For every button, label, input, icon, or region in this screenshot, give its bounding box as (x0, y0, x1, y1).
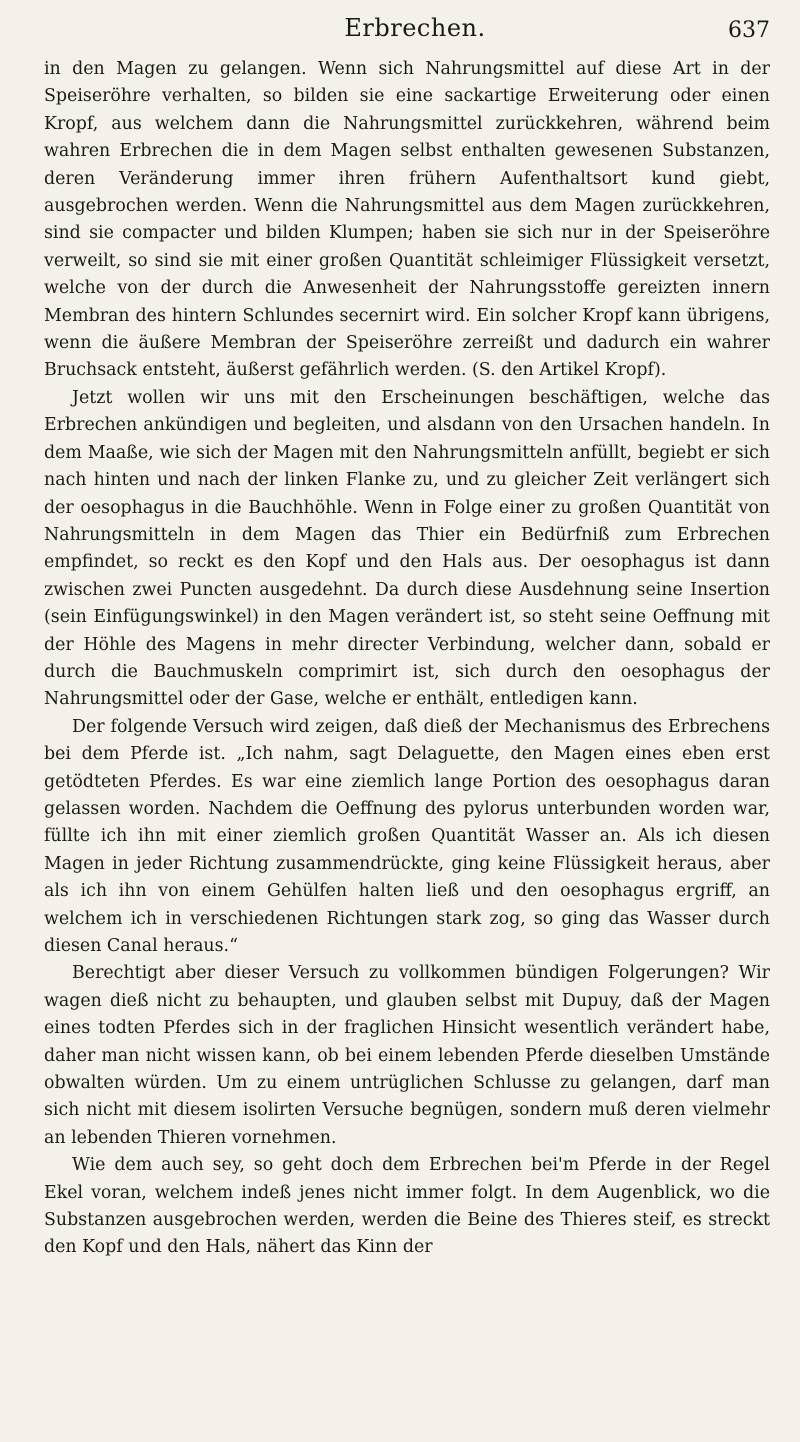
paragraph-2: Jetzt wollen wir uns mit den Erscheinungen beschäftigen, welche das Erbrechen ankündigen und begleiten, und alsdann von den Ursachen handeln. In dem Maaße, wie sich der Magen mit den Nahrungsmitteln anfüllt, begiebt er sich nach hinten und nach der linken Flanke zu, und zu gleicher Zeit verlängert sich der oesophagus in die Bauchhöhle. Wenn in Folge einer zu großen Quantität von Nahrungsmitteln in dem Magen das Thier ein Bedürfniß zum Erbrechen empfindet, so reckt es den Kopf und den Hals aus. Der oesophagus ist dann zwischen zwei Puncten ausgedehnt. Da durch diese Ausdehnung seine Insertion (sein Einfügungswinkel) in den Magen verändert ist, so steht seine Oeffnung mit der Höhle des Magens in mehr directer Verbindung, welcher dann, sobald er durch die Bauchmuskeln comprimirt ist, sich durch den oesophagus der Nahrungsmittel oder der Gase, welche er enthält, entledigen kann. (44, 387, 770, 710)
page-header (60, 8, 770, 52)
paragraph-1: in den Magen zu gelangen. Wenn sich Nahrungsmittel auf diese Art in der Speiseröhre verhalten, so bilden sie eine sackartige Erweiterung oder einen Kropf, aus welchem dann die Nahrungsmittel zurückkehren, während beim wahren Erbrechen die in dem Magen selbst enthalten gewesenen Substanzen, deren Veränderung immer ihren frühern Aufenthaltsort kund giebt, ausgebrochen werden. Wenn die Nahrungsmittel aus dem Magen zurückkehren, sind sie compacter und bilden Klumpen; haben sie sich nur in der Speiseröhre verweilt, so sind sie mit einer großen Quantität schleimiger Flüssigkeit versetzt, welche von der durch die Anwesenheit der Nahrungsstoffe gereizten innern Membran des hintern Schlundes secernirt wird. Ein solcher Kropf kann übrigens, wenn die äußere Membran der Speiseröhre zerreißt und dadurch ein wahrer Bruchsack entsteht, äußerst gefährlich werden. (S. den Artikel Kropf). (44, 59, 770, 381)
paragraph-3: Der folgende Versuch wird zeigen, daß dieß der Mechanismus des Erbrechens bei dem Pferde ist. „Ich nahm, sagt Delaguette, den Magen eines eben erst getödteten Pferdes. Es war eine ziemlich lange Portion des oesophagus daran gelassen worden. Nachdem die Oeffnung des pylorus unterbunden worden war, füllte ich ihn mit einer ziemlich großen Quantität Wasser an. Als ich diesen Magen in jeder Richtung zusammendrückte, ging keine Flüssigkeit heraus, aber als ich ihn von einem Gehülfen halten ließ und den oesophagus ergriff, an welchem ich in verschiedenen Richtungen stark zog, so ging das Wasser durch diesen Canal heraus.“ (44, 716, 770, 956)
page-number: 637 (728, 18, 770, 43)
paragraph-4: Berechtigt aber dieser Versuch zu vollkommen bündigen Folgerungen? Wir wagen dieß nicht zu behaupten, und glauben selbst mit Dupuy, daß der Magen eines todten Pferdes sich in der fraglichen Hinsicht wesentlich verändert habe, daher man nicht wissen kann, ob bei einem lebenden Pferde dieselben Umstände obwalten würden. Um zu einem untrüglichen Schlusse zu gelangen, darf man sich nicht mit diesem isolirten Versuche begnügen, sondern muß deren vielmehr an lebenden Thieren vornehmen. (44, 963, 770, 1148)
paragraph-5: Wie dem auch sey, so geht doch dem Erbrechen bei'm Pferde in der Regel Ekel voran, welchem indeß jenes nicht immer folgt. In dem Augenblick, wo die Substanzen ausgebrochen werden, werden die Beine des Thieres steif, es streckt den Kopf und den Hals, nähert das Kinn der (44, 1155, 770, 1258)
body-text (44, 56, 770, 1434)
running-head: Erbrechen. (344, 14, 486, 42)
